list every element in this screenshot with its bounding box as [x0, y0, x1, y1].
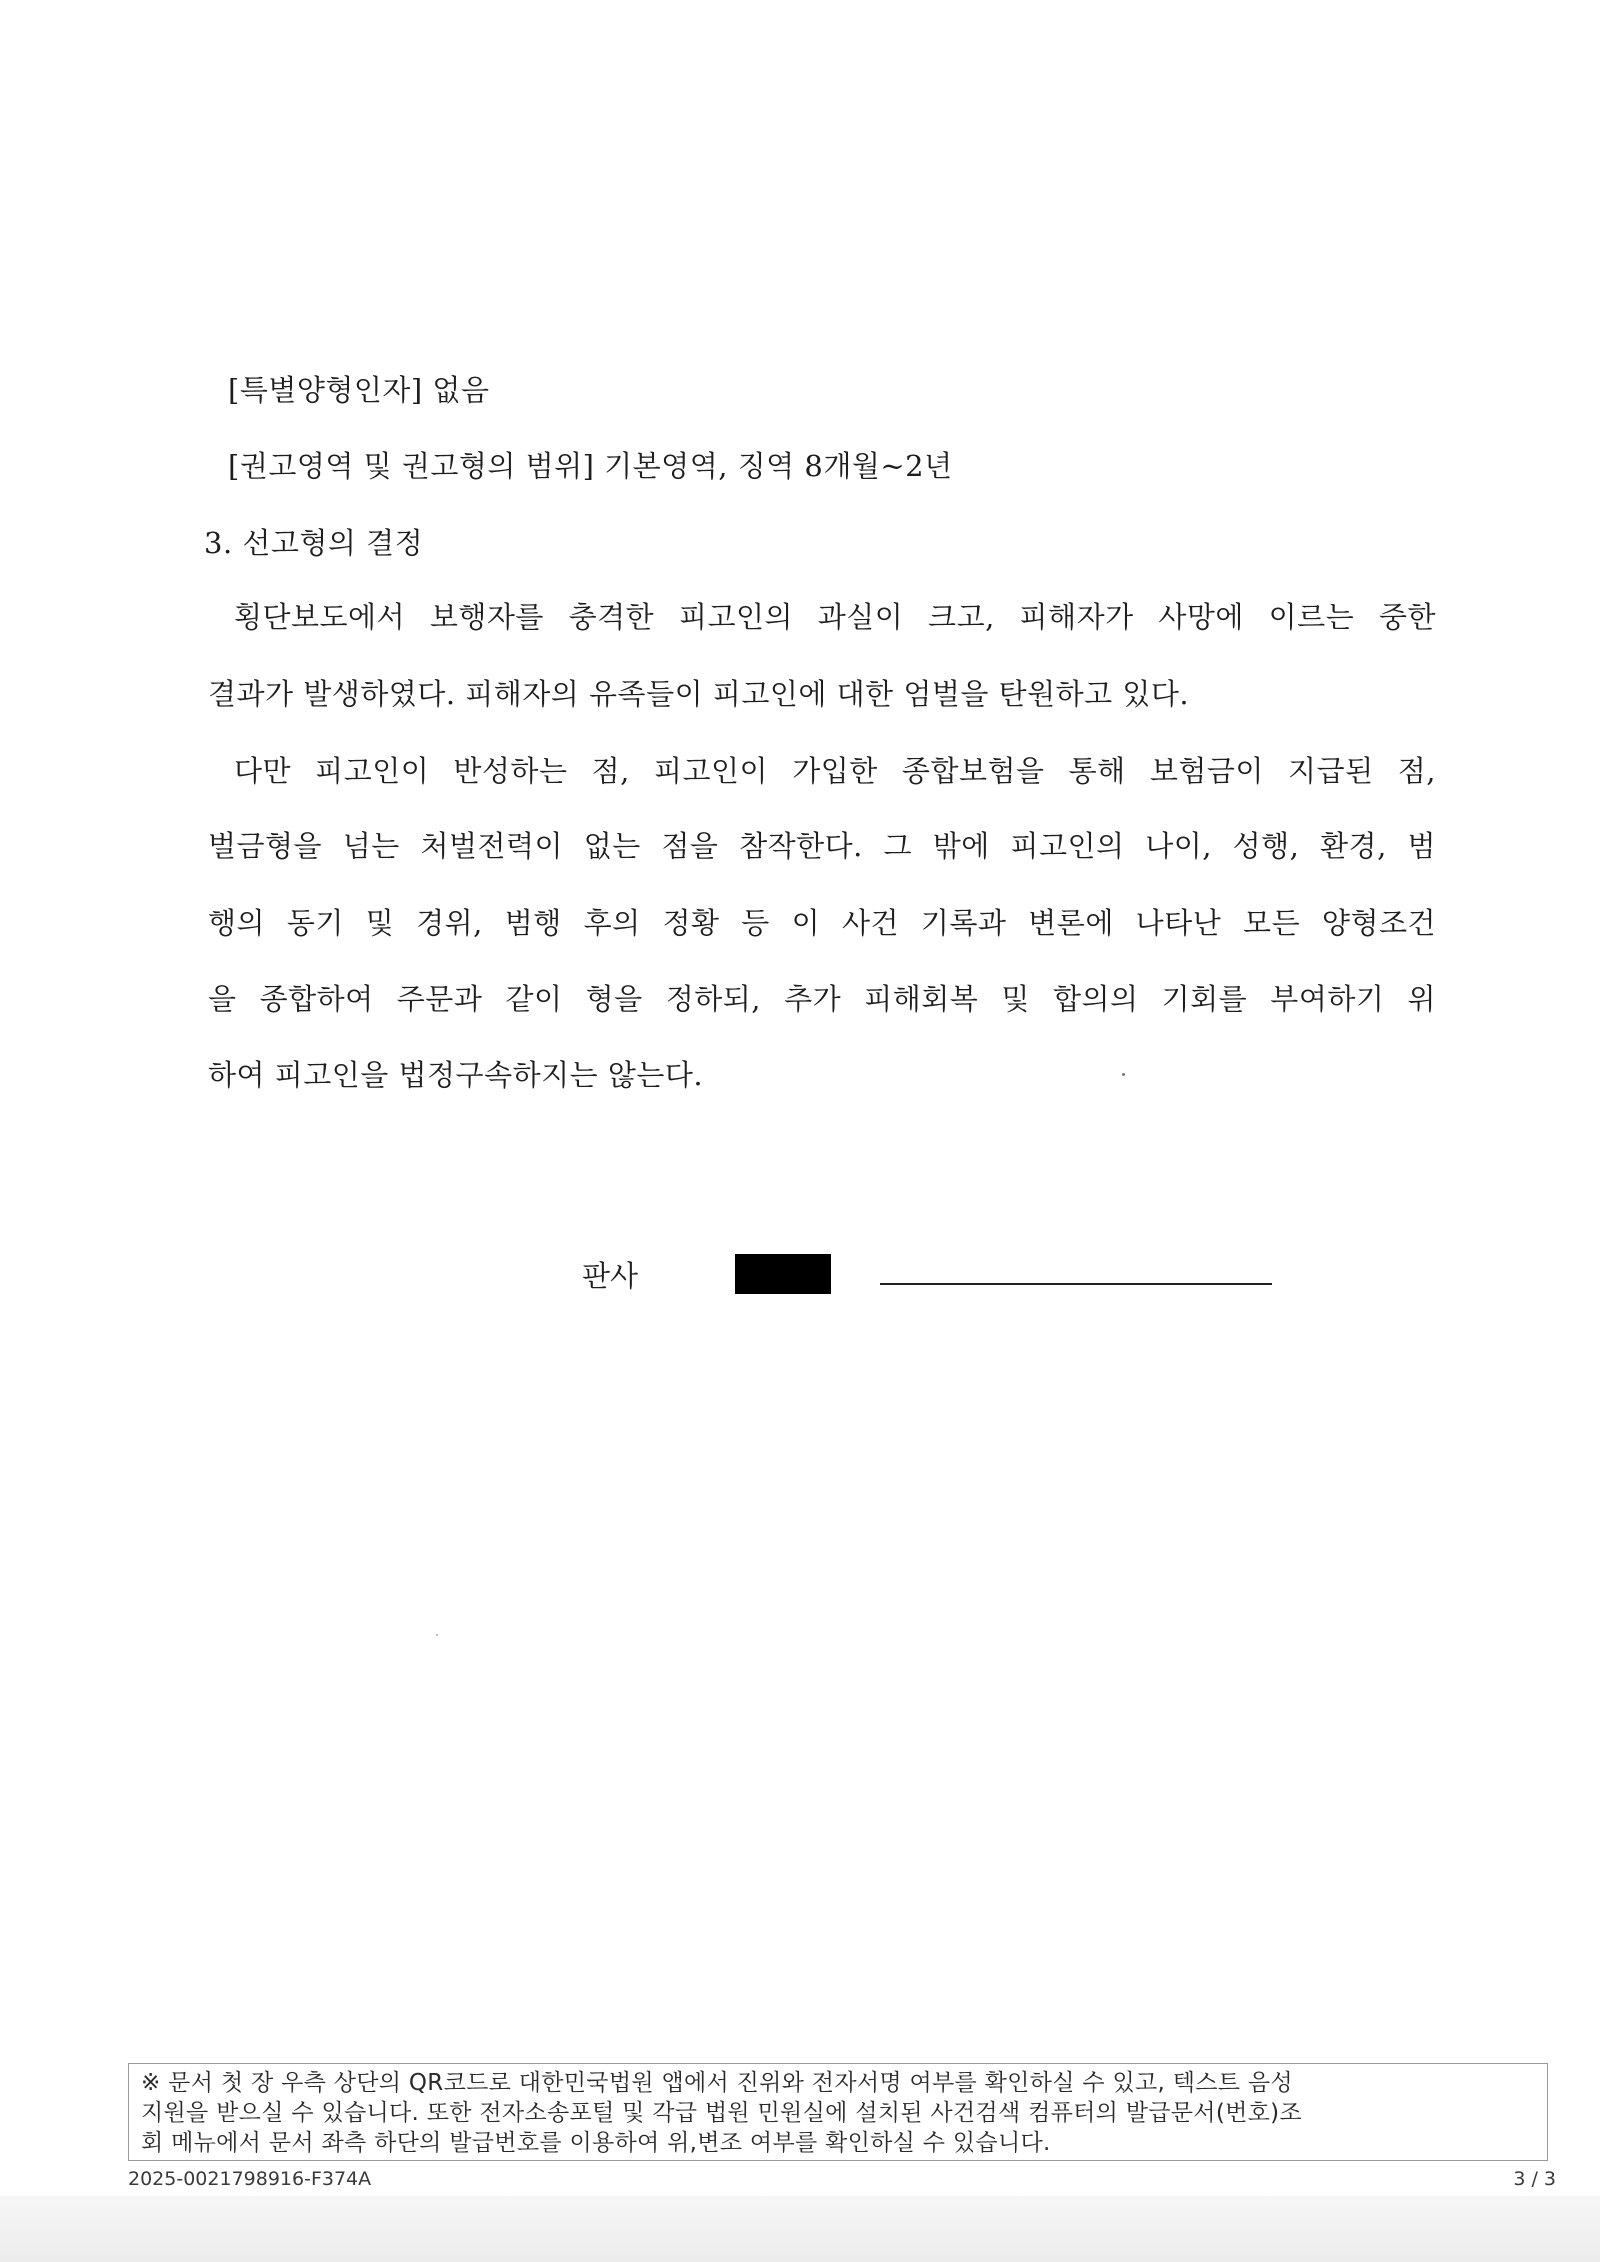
signature-line	[880, 1283, 1272, 1285]
notice-line: ※ 문서 첫 장 우측 상단의 QR코드로 대한민국법원 앱에서 진위와 전자서명 여부를 확인하실 수 있고, 텍스트 음성	[141, 2070, 1293, 2096]
paragraph-line: 을 종합하여 주문과 같이 형을 정하되, 추가 피해회복 및 합의의 기회를 부여하기 위	[208, 982, 1436, 1016]
special-factors: [특별양형인자] 없음	[228, 373, 490, 407]
scan-edge	[0, 2196, 1600, 2262]
scan-speck	[1122, 1073, 1125, 1076]
paragraph-line: 횡단보도에서 보행자를 충격한 피고인의 과실이 크고, 피해자가 사망에 이르는 중한	[234, 600, 1436, 634]
recommended-range: [권고영역 및 권고형의 범위] 기본영역, 징역 8개월~2년	[228, 449, 953, 483]
redacted-judge-name	[735, 1254, 831, 1294]
paragraph-line: 결과가 발생하였다. 피해자의 유족들이 피고인에 대한 엄벌을 탄원하고 있다.	[208, 677, 1190, 711]
verification-notice	[128, 2063, 1548, 2161]
page-number: 3 / 3	[1513, 2168, 1556, 2190]
document-number: 2025-0021798916-F374A	[128, 2168, 372, 2190]
scan-speck	[436, 1634, 438, 1636]
paragraph-line: 벌금형을 넘는 처벌전력이 없는 점을 참작한다. 그 밖에 피고인의 나이, 성행, 환경, 범	[208, 829, 1436, 863]
paragraph-line: 행의 동기 및 경위, 범행 후의 정황 등 이 사건 기록과 변론에 나타난 모든 양형조건	[208, 906, 1436, 940]
notice-line: 회 메뉴에서 문서 좌측 하단의 발급번호를 이용하여 위,변조 여부를 확인하실 수 있습니다.	[141, 2130, 1051, 2156]
paragraph-line: 하여 피고인을 법정구속하지는 않는다.	[208, 1058, 704, 1092]
paragraph-line: 다만 피고인이 반성하는 점, 피고인이 가입한 종합보험을 통해 보험금이 지급된 점,	[234, 754, 1436, 788]
judge-title: 판사	[582, 1259, 639, 1293]
section-heading: 3. 선고형의 결정	[204, 526, 424, 560]
notice-line: 지원을 받으실 수 있습니다. 또한 전자소송포털 및 각급 법원 민원실에 설치된 사건검색 컴퓨터의 발급문서(번호)조	[141, 2100, 1302, 2126]
